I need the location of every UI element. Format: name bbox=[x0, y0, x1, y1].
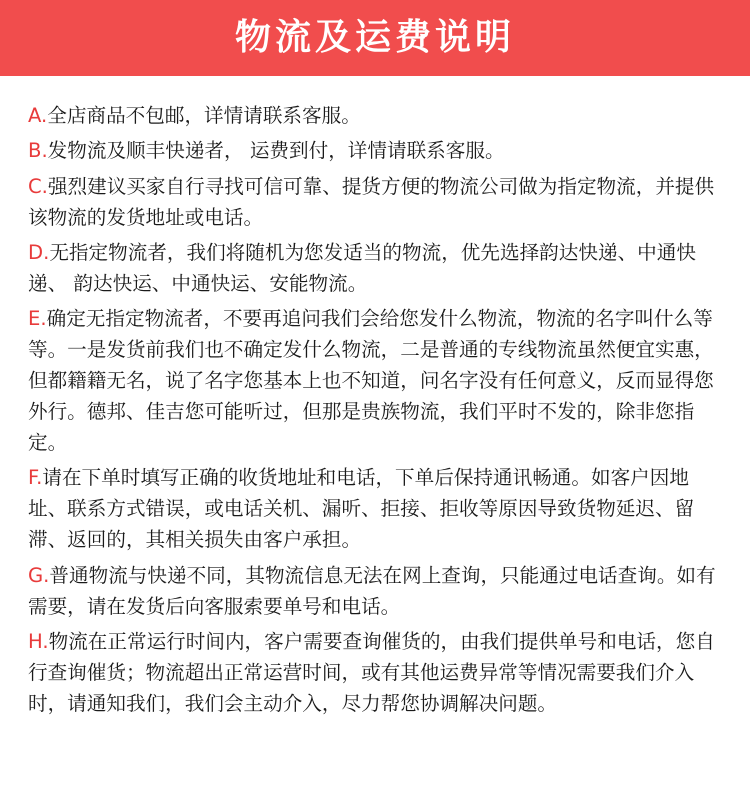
item-text: 强烈建议买家自行寻找可信可靠、提货方便的物流公司做为指定物流，并提供该物流的发货地址或电话。 bbox=[28, 174, 715, 229]
item-prefix: A. bbox=[28, 104, 48, 127]
item-prefix: E. bbox=[28, 307, 47, 331]
policy-list bbox=[28, 100, 728, 723]
item-text: 发物流及顺丰快递者， 运费到付，详情请联系客服。 bbox=[47, 139, 505, 163]
header-banner bbox=[0, 0, 750, 76]
policy-item-b bbox=[28, 135, 728, 166]
item-prefix: G. bbox=[28, 563, 50, 587]
item-prefix: F. bbox=[28, 466, 43, 490]
policy-item-f bbox=[28, 462, 728, 555]
item-prefix: C. bbox=[28, 174, 48, 198]
item-text: 全店商品不包邮，详情请联系客服。 bbox=[47, 104, 361, 127]
item-prefix: H. bbox=[28, 630, 49, 654]
item-text: 确定无指定物流者，不要再追问我们会给您发什么物流，物流的名字叫什么等等。一是发货前我们也不确定发什么物流，二是普通的专线物流虽然便宜实惠，但都籍籍无名，说了名字您基本上也不知道，问名字没有任何意义，反而显得您外行。德邦、佳吉您可能听过，但那是贵族物流，我们平时不发的，除非您指定。 bbox=[28, 307, 714, 455]
policy-item-e bbox=[28, 303, 728, 458]
policy-item-h bbox=[28, 626, 728, 719]
item-text: 普通物流与快递不同，其物流信息无法在网上查询，只能通过电话查询。如有需要，请在发货后向客服索要单号和电话。 bbox=[28, 563, 716, 618]
policy-item-g bbox=[28, 560, 728, 622]
item-text: 物流在正常运行时间内，客户需要查询催货的，由我们提供单号和电话，您自行查询催货；物流超出正常运营时间，或有其他运费异常等情况需要我们介入时，请通知我们，我们会主动介入，尽力帮您协调解决问题。 bbox=[28, 630, 715, 716]
item-text: 无指定物流者，我们将随机为您发适当的物流，优先选择韵达快递、中通快递、 韵达快运、中通快运、安能物流。 bbox=[28, 240, 696, 295]
item-prefix: D. bbox=[28, 240, 50, 264]
item-text: 请在下单时填写正确的收货地址和电话，下单后保持通讯畅通。如客户因地址、联系方式错误，或电话关机、漏听、拒接、拒收等原因导致货物延迟、留滞、返回的，其相关损失由客户承担。 bbox=[28, 466, 695, 552]
page-title: 物流及运费说明 bbox=[234, 17, 515, 58]
policy-item-a bbox=[28, 100, 728, 131]
item-prefix: B. bbox=[28, 139, 48, 163]
policy-item-d bbox=[28, 237, 728, 299]
policy-item-c bbox=[28, 171, 728, 233]
